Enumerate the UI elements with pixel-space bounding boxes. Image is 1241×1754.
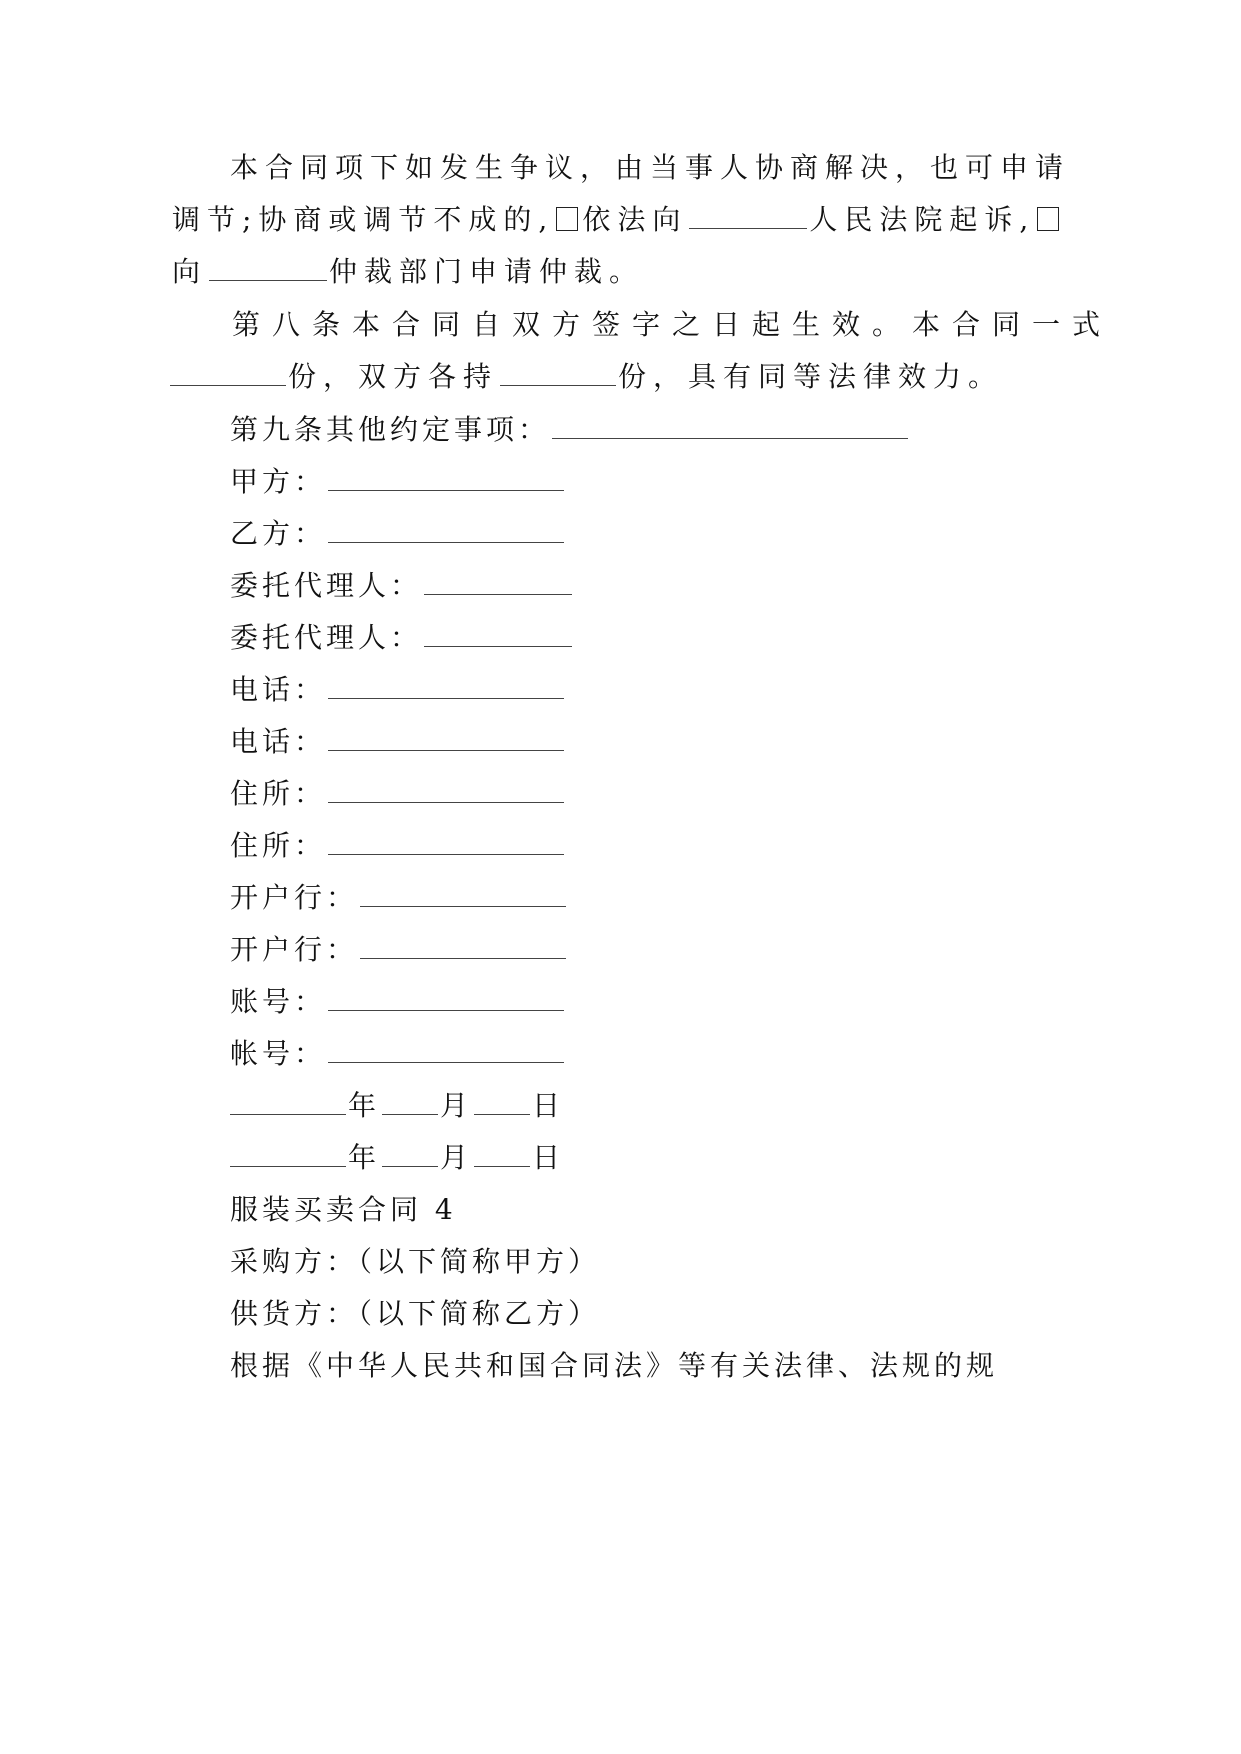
bank-a-blank[interactable] (360, 880, 566, 907)
copies-each-blank[interactable] (500, 359, 616, 386)
phone-a-row: 电话： (230, 670, 566, 710)
bank-a-row: 开户行： (230, 878, 568, 918)
address-b-row: 住所： (230, 826, 566, 866)
seller-line: 供货方：（以下简称乙方） (230, 1297, 601, 1330)
copies-total-blank[interactable] (170, 359, 286, 386)
contract-4-title: 服装买卖合同 4 (230, 1193, 457, 1226)
checkbox-arbitration[interactable] (1037, 207, 1059, 231)
day-b-blank[interactable] (474, 1140, 530, 1167)
checkbox-court[interactable] (556, 207, 578, 231)
account-a-blank[interactable] (328, 984, 564, 1011)
article-8-line-1: 第八条本合同自双方签字之日起生效。本合同一式 (232, 308, 1113, 341)
month-a-blank[interactable] (382, 1088, 438, 1115)
phone-a-blank[interactable] (328, 672, 564, 699)
agent-a-blank[interactable] (424, 568, 572, 595)
buyer-line: 采购方：（以下简称甲方） (230, 1245, 601, 1278)
year-a-blank[interactable] (230, 1088, 346, 1115)
party-a-blank[interactable] (328, 464, 564, 491)
preamble-line: 根据《中华人民共和国合同法》等有关法律、法规的规 (230, 1349, 999, 1382)
dispute-line-2: 调节;协商或调节不成的, 依法向 人民法院起诉, (172, 200, 1063, 240)
agent-b-blank[interactable] (424, 620, 572, 647)
court-name-blank[interactable] (689, 202, 807, 229)
date-row-b: 年 月 日 (228, 1138, 564, 1178)
party-a-row: 甲方： (230, 462, 566, 502)
account-b-row: 帐号： (230, 1034, 566, 1074)
party-b-row: 乙方： (230, 514, 566, 554)
article-9-line: 第九条其他约定事项： (230, 410, 910, 450)
address-b-blank[interactable] (328, 828, 564, 855)
article-8-line-2: 份，双方各持 份，具有同等法律效力。 (168, 357, 1003, 397)
arbitration-name-blank[interactable] (209, 254, 327, 281)
party-b-blank[interactable] (328, 516, 564, 543)
bank-b-row: 开户行： (230, 930, 568, 970)
account-b-blank[interactable] (328, 1036, 564, 1063)
phone-b-blank[interactable] (328, 724, 564, 751)
date-row-a: 年 月 日 (228, 1086, 564, 1126)
bank-b-blank[interactable] (360, 932, 566, 959)
address-a-blank[interactable] (328, 776, 564, 803)
account-a-row: 账号： (230, 982, 566, 1022)
agent-a-row: 委托代理人： (230, 566, 574, 606)
year-b-blank[interactable] (230, 1140, 346, 1167)
phone-b-row: 电话： (230, 722, 566, 762)
agent-b-row: 委托代理人： (230, 618, 574, 658)
address-a-row: 住所： (230, 774, 566, 814)
day-a-blank[interactable] (474, 1088, 530, 1115)
month-b-blank[interactable] (382, 1140, 438, 1167)
other-terms-blank[interactable] (552, 412, 908, 439)
dispute-line-3: 向 仲裁部门申请仲裁。 (172, 255, 645, 288)
dispute-line-1: 本合同项下如发生争议，由当事人协商解决，也可申请 (230, 151, 1071, 184)
